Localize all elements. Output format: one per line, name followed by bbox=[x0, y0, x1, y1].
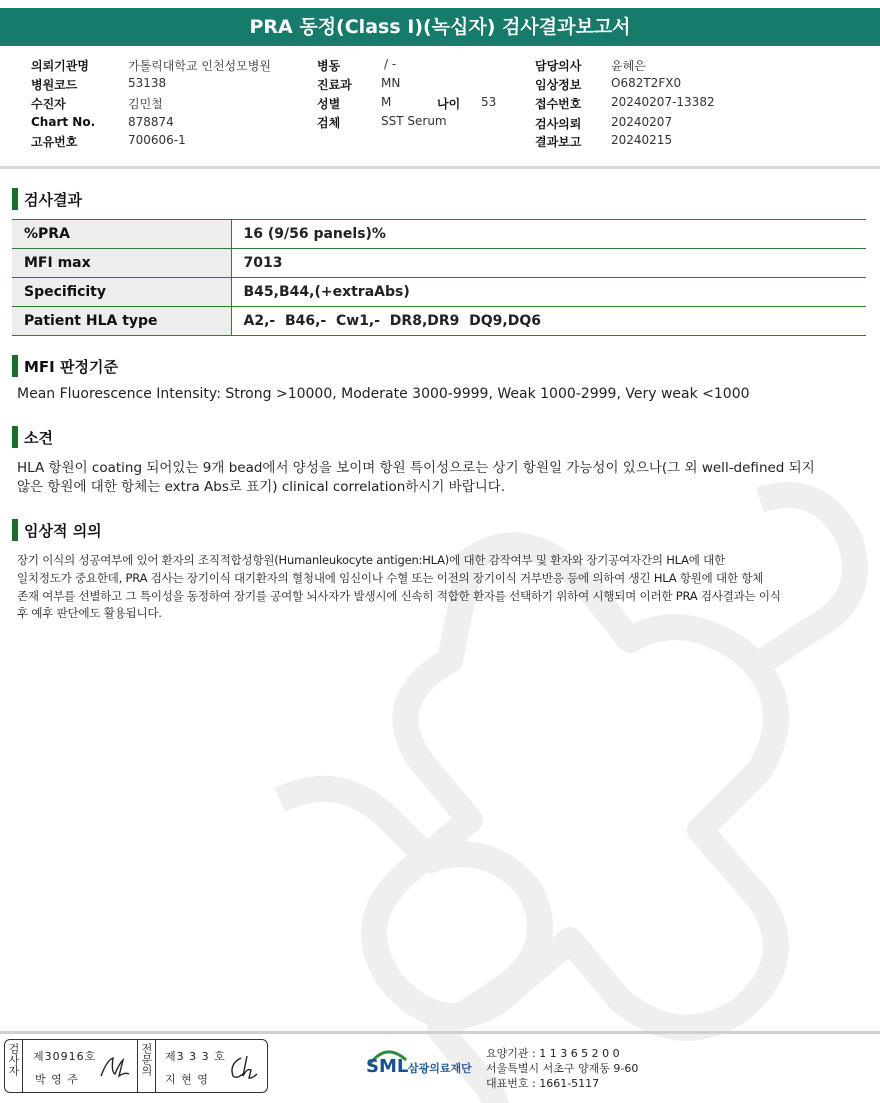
report-title: PRA 동정(Class I)(녹십자) 검사결과보고서 bbox=[0, 8, 880, 46]
age-label: 나이 bbox=[437, 97, 461, 111]
section-marker bbox=[12, 426, 18, 448]
lab-contact-block bbox=[486, 1046, 638, 1091]
hospital-code-value: 53138 bbox=[128, 76, 167, 90]
doctor-signature bbox=[227, 1052, 263, 1082]
clinical-info-value: O682T2FX0 bbox=[611, 76, 682, 90]
receipt-no-label: 접수번호 bbox=[535, 97, 582, 111]
sml-logo-text: SML bbox=[366, 1056, 409, 1077]
specimen-value: SST Serum bbox=[381, 114, 447, 128]
opinion-line-2: 않은 항원에 대한 항체는 extra Abs로 표기) clinical correlation하시기 바랍니다. bbox=[17, 479, 506, 495]
lab-care-code: 요양기관 : 1 1 3 6 5 2 0 0 bbox=[486, 1047, 620, 1060]
result-value-specificity: B45,B44,(+extraAbs) bbox=[231, 278, 866, 307]
signature-box bbox=[4, 1039, 268, 1093]
chart-no-label: Chart No. bbox=[31, 115, 96, 129]
footer-divider bbox=[0, 1031, 880, 1034]
clinical-line-3: 존재 여부를 선별하고 그 특이성을 동정하여 장기를 공여할 뇌사자가 발생시에 신속히 적합한 환자를 선택하기 위하여 시행되며 이러한 PRA 검사결과는 이식 bbox=[17, 589, 781, 603]
department-label: 진료과 bbox=[317, 78, 352, 92]
table-row bbox=[12, 249, 866, 278]
patient-name-value: 김민철 bbox=[128, 97, 163, 111]
ward-label: 병동 bbox=[317, 59, 341, 73]
doctor-label: 담당의사 bbox=[535, 59, 582, 73]
clinical-info-label: 임상정보 bbox=[535, 78, 582, 92]
doctor-value: 윤혜은 bbox=[611, 59, 646, 73]
sex-label: 성별 bbox=[317, 97, 341, 111]
clinical-line-1: 장기 이식의 성공여부에 있어 환자의 조직적합성항원(Humanleukocyte antigen:HLA)에 대한 감작여부 및 환자와 장기공여자간의 HLA에 대한 bbox=[17, 553, 725, 567]
doctor-sign-label-text: 전문의 bbox=[140, 1043, 153, 1076]
request-date-label: 검사의뢰 bbox=[535, 117, 582, 131]
unique-no-label: 고유번호 bbox=[31, 135, 78, 149]
section-marker bbox=[12, 188, 18, 210]
clinical-line-2: 일치정도가 중요한데, PRA 검사는 장기이식 대기환자의 혈청내에 임신이나 수혈 또는 이전의 장기이식 거부반응 등에 의하여 생긴 HLA 항원에 대한 항체 bbox=[17, 571, 764, 585]
table-row bbox=[12, 220, 866, 249]
mfi-criteria-text: Mean Fluorescence Intensity: Strong >10000, Moderate 3000-9999, Weak 1000-2999, Very weak <1000 bbox=[17, 386, 750, 402]
mfi-section-heading bbox=[12, 355, 118, 377]
table-row bbox=[12, 307, 866, 336]
age-value: 53 bbox=[481, 95, 497, 109]
doctor-sign-label bbox=[138, 1040, 156, 1092]
doctor-name: 지 현 영 bbox=[165, 1073, 209, 1086]
report-date-label: 결과보고 bbox=[535, 135, 582, 149]
section-marker bbox=[12, 519, 18, 541]
result-value-mfi-max: 7013 bbox=[231, 249, 866, 278]
table-row bbox=[12, 278, 866, 307]
examiner-label bbox=[5, 1040, 23, 1092]
lab-phone: 대표번호 : 1661-5117 bbox=[486, 1077, 600, 1090]
chart-no-value: 878874 bbox=[128, 115, 174, 129]
lab-name: 삼광의료재단 bbox=[408, 1062, 472, 1075]
result-value-hla-type: A2,- B46,- Cw1,- DR8,DR9 DQ9,DQ6 bbox=[231, 307, 866, 336]
results-table bbox=[12, 219, 866, 336]
institution-label: 의뢰기관명 bbox=[31, 59, 89, 73]
results-section-title: 검사결과 bbox=[24, 190, 82, 209]
lab-address: 서울특별시 서초구 양재동 9-60 bbox=[486, 1062, 639, 1075]
specimen-label: 검체 bbox=[317, 116, 341, 130]
result-label-pra: %PRA bbox=[12, 220, 231, 249]
opinion-section-title: 소견 bbox=[24, 428, 53, 447]
examiner-signature bbox=[97, 1052, 131, 1082]
department-value: MN bbox=[381, 76, 401, 90]
mfi-section-title: MFI 판정기준 bbox=[24, 357, 118, 376]
hospital-code-label: 병원코드 bbox=[31, 78, 78, 92]
report-date-value: 20240215 bbox=[611, 133, 673, 147]
patient-name-label: 수진자 bbox=[31, 97, 66, 111]
examiner-label-text: 검사자 bbox=[7, 1043, 20, 1076]
result-value-pra: 16 (9/56 panels)% bbox=[231, 220, 866, 249]
section-marker bbox=[12, 355, 18, 377]
unique-no-value: 700606-1 bbox=[128, 133, 186, 147]
clinical-section-heading bbox=[12, 519, 102, 541]
result-label-specificity: Specificity bbox=[12, 278, 231, 307]
info-divider bbox=[0, 166, 880, 169]
receipt-no-value: 20240207-13382 bbox=[611, 95, 715, 109]
patient-info-block bbox=[0, 46, 880, 166]
result-label-mfi-max: MFI max bbox=[12, 249, 231, 278]
ward-value: / - bbox=[384, 57, 397, 71]
opinion-section-heading bbox=[12, 426, 53, 448]
clinical-section-title: 임상적 의의 bbox=[24, 521, 102, 540]
institution-value: 가톨릭대학교 인천성모병원 bbox=[128, 59, 271, 73]
examiner-license: 제30916호 bbox=[33, 1050, 97, 1063]
opinion-line-1: HLA 항원이 coating 되어있는 9개 bead에서 양성을 보이며 항원 특이성으로는 상기 항원일 가능성이 있으나(그 외 well-defined 되지 bbox=[17, 460, 815, 476]
request-date-value: 20240207 bbox=[611, 115, 673, 129]
doctor-license: 제3 3 3 호 bbox=[165, 1050, 226, 1063]
sex-value: M bbox=[381, 95, 392, 109]
clinical-line-4: 후 예후 판단에도 활용됩니다. bbox=[17, 606, 162, 620]
result-label-hla-type: Patient HLA type bbox=[12, 307, 231, 336]
results-section-heading bbox=[12, 188, 82, 210]
examiner-name: 박 영 주 bbox=[35, 1073, 79, 1086]
